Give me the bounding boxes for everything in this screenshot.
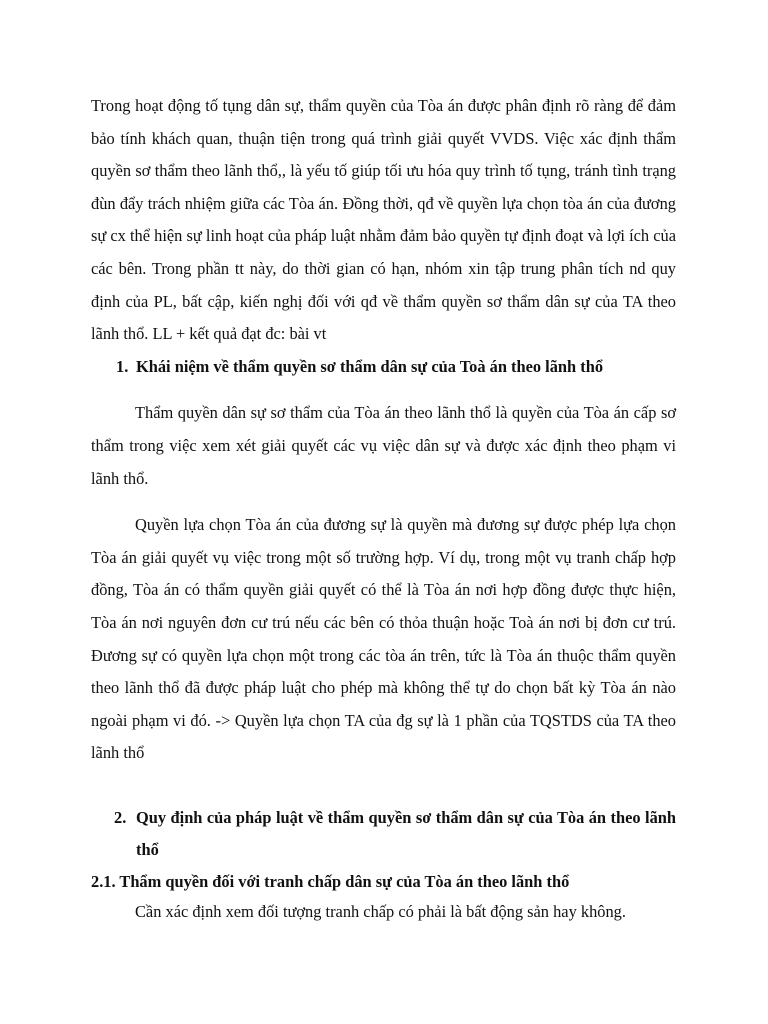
section-2-title: Quy định của pháp luật về thẩm quyền sơ thẩm dân sự của Tòa án theo lãnh thổ xyxy=(136,807,676,860)
section-1-heading xyxy=(91,351,676,384)
subsection-2-1-paragraph: Cần xác định xem đối tượng tranh chấp có phải là bất động sản hay không. xyxy=(135,902,626,922)
document-page xyxy=(91,90,676,927)
section-2-heading xyxy=(91,802,676,867)
section-1-paragraph-2: Quyền lựa chọn Tòa án của đương sự là quyền mà đương sự được phép lựa chọn Tòa án giải quyết vụ việc trong một số trường hợp. Ví dụ, trong một vụ tranh chấp hợp đồng, Tòa án có thẩm quyền giải quyết có thể là Tòa án nơi hợp đồng được thực hiện, Tòa án nơi nguyên đơn cư trú nếu các bên có thỏa thuận hoặc Toà án nơi bị đơn cư trú. Đương sự có quyền lựa chọn một trong các tòa án trên, tức là Tòa án thuộc thẩm quyền theo lãnh thổ đã được pháp luật cho phép mà không thể tự do chọn bất kỳ Tòa án nào ngoài phạm vi đó. -> Quyền lựa chọn TA của đg sự là 1 phần của TQSTDS của TA theo lãnh thổ xyxy=(91,515,676,763)
section-1-paragraph-1: Thẩm quyền dân sự sơ thẩm của Tòa án theo lãnh thổ là quyền của Tòa án cấp sơ thẩm trong việc xem xét giải quyết các vụ việc dân sự và được xác định theo phạm vi lãnh thổ. xyxy=(91,403,676,488)
subsection-2-1-heading: 2.1. Thẩm quyền đối với tranh chấp dân sự của Tòa án theo lãnh thổ xyxy=(91,872,570,892)
intro-paragraph: Trong hoạt động tố tụng dân sự, thẩm quyền của Tòa án được phân định rõ ràng để đảm bảo tính khách quan, thuận tiện trong quá trình giải quyết VVDS. Việc xác định thẩm quyền sơ thẩm theo lãnh thổ,, là yếu tố giúp tối ưu hóa quy trình tố tụng, tránh tình trạng đùn đẩy trách nhiệm giữa các Tòa án. Đồng thời, qđ về quyền lựa chọn tòa án của đương sự cx thể hiện sự linh hoạt của pháp luật nhằm đảm bảo quyền tự định đoạt và lợi ích của các bên. Trong phần tt này, do thời gian có hạn, nhóm xin tập trung phân tích nd quy định của PL, bất cập, kiến nghị đối với qđ về thẩm quyền sơ thẩm dân sự của TA theo lãnh thổ. LL + kết quả đạt đc: bài vt xyxy=(91,96,676,344)
section-1-number: 1. xyxy=(116,356,129,376)
section-2-number: 2. xyxy=(114,807,127,827)
section-1-title: Khái niệm về thẩm quyền sơ thẩm dân sự của Toà án theo lãnh thổ xyxy=(136,356,604,376)
